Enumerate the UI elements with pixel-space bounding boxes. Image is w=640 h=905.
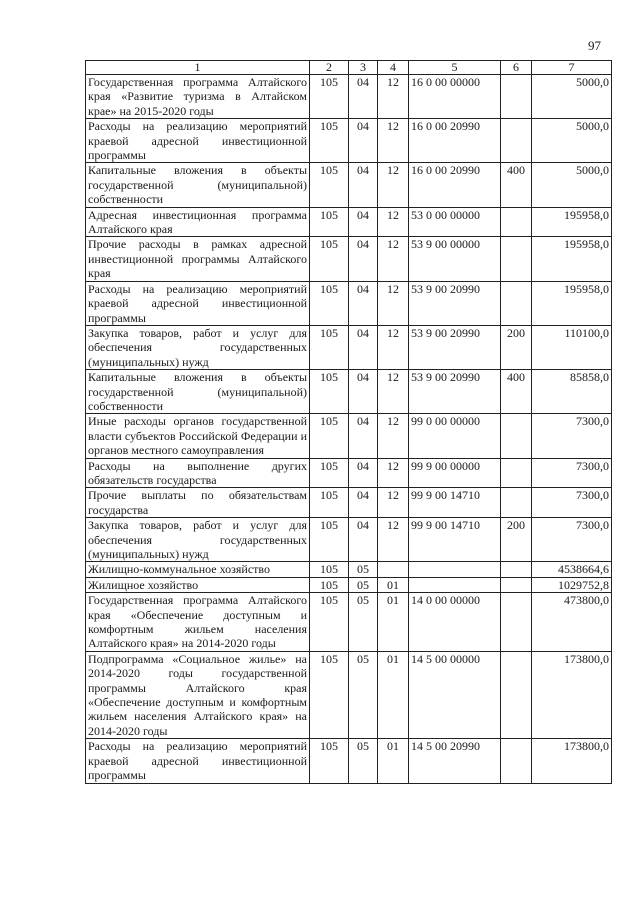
ministry-code-cell: 105 (310, 651, 349, 738)
target-article-cell: 99 9 00 14710 (409, 518, 501, 562)
subsection-code-cell: 12 (378, 281, 409, 325)
ministry-code-cell: 105 (310, 518, 349, 562)
section-code-cell: 04 (349, 458, 378, 488)
subsection-code-cell: 12 (378, 119, 409, 163)
expense-name-cell: Расходы на реализацию мероприятий краевой адресной инвестиционной программы (86, 739, 310, 783)
subsection-code-cell (378, 562, 409, 577)
amount-cell: 5000,0 (532, 163, 612, 207)
expense-type-cell (501, 207, 532, 237)
subsection-code-cell: 01 (378, 577, 409, 592)
table-row (86, 281, 612, 325)
section-code-cell: 04 (349, 370, 378, 414)
ministry-code-cell: 105 (310, 370, 349, 414)
header-row (86, 61, 612, 75)
target-article-cell: 16 0 00 20990 (409, 163, 501, 207)
budget-table (85, 60, 612, 784)
subsection-code-cell: 12 (378, 237, 409, 281)
expense-type-cell (501, 577, 532, 592)
ministry-code-cell: 105 (310, 593, 349, 652)
table-row (86, 518, 612, 562)
ministry-code-cell: 105 (310, 119, 349, 163)
subsection-code-cell: 12 (378, 370, 409, 414)
expense-type-cell (501, 458, 532, 488)
target-article-cell: 99 9 00 14710 (409, 488, 501, 518)
header-cell: 7 (532, 61, 612, 75)
expense-type-cell (501, 593, 532, 652)
expense-name-cell: Капитальные вложения в объекты государственной (муниципальной) собственности (86, 370, 310, 414)
target-article-cell: 53 0 00 00000 (409, 207, 501, 237)
ministry-code-cell: 105 (310, 739, 349, 783)
section-code-cell: 04 (349, 518, 378, 562)
table-row (86, 325, 612, 369)
ministry-code-cell: 105 (310, 414, 349, 458)
table-row (86, 75, 612, 119)
expense-name-cell: Государственная программа Алтайского края «Развитие туризма в Алтайском крае» на 2015-2020 годы (86, 75, 310, 119)
subsection-code-cell: 12 (378, 207, 409, 237)
section-code-cell: 04 (349, 207, 378, 237)
ministry-code-cell: 105 (310, 75, 349, 119)
table-row (86, 577, 612, 592)
subsection-code-cell: 01 (378, 739, 409, 783)
amount-cell: 110100,0 (532, 325, 612, 369)
table-row (86, 562, 612, 577)
table-row (86, 237, 612, 281)
section-code-cell: 04 (349, 414, 378, 458)
expense-name-cell: Адресная инвестиционная программа Алтайского края (86, 207, 310, 237)
expense-type-cell (501, 119, 532, 163)
amount-cell: 85858,0 (532, 370, 612, 414)
subsection-code-cell: 01 (378, 593, 409, 652)
section-code-cell: 04 (349, 163, 378, 207)
expense-type-cell (501, 281, 532, 325)
section-code-cell: 04 (349, 281, 378, 325)
ministry-code-cell: 105 (310, 562, 349, 577)
header-cell: 6 (501, 61, 532, 75)
expense-type-cell: 400 (501, 370, 532, 414)
subsection-code-cell: 12 (378, 325, 409, 369)
target-article-cell: 14 5 00 00000 (409, 651, 501, 738)
amount-cell: 5000,0 (532, 75, 612, 119)
target-article-cell: 53 9 00 20990 (409, 325, 501, 369)
amount-cell: 195958,0 (532, 237, 612, 281)
table-row (86, 119, 612, 163)
amount-cell: 5000,0 (532, 119, 612, 163)
expense-name-cell: Прочие выплаты по обязательствам государства (86, 488, 310, 518)
header-cell: 5 (409, 61, 501, 75)
amount-cell: 473800,0 (532, 593, 612, 652)
amount-cell: 1029752,8 (532, 577, 612, 592)
amount-cell: 173800,0 (532, 739, 612, 783)
amount-cell: 4538664,6 (532, 562, 612, 577)
ministry-code-cell: 105 (310, 577, 349, 592)
target-article-cell: 14 5 00 20990 (409, 739, 501, 783)
expense-type-cell: 400 (501, 163, 532, 207)
section-code-cell: 04 (349, 237, 378, 281)
expense-type-cell: 200 (501, 518, 532, 562)
expense-name-cell: Прочие расходы в рамках адресной инвестиционной программы Алтайского края (86, 237, 310, 281)
expense-type-cell (501, 651, 532, 738)
target-article-cell (409, 577, 501, 592)
ministry-code-cell: 105 (310, 325, 349, 369)
target-article-cell: 53 9 00 20990 (409, 370, 501, 414)
amount-cell: 7300,0 (532, 488, 612, 518)
target-article-cell: 99 0 00 00000 (409, 414, 501, 458)
expense-name-cell: Закупка товаров, работ и услуг для обеспечения государственных (муниципальных) нужд (86, 518, 310, 562)
section-code-cell: 04 (349, 488, 378, 518)
section-code-cell: 05 (349, 577, 378, 592)
ministry-code-cell: 105 (310, 163, 349, 207)
subsection-code-cell: 12 (378, 518, 409, 562)
ministry-code-cell: 105 (310, 458, 349, 488)
target-article-cell: 16 0 00 20990 (409, 119, 501, 163)
expense-name-cell: Государственная программа Алтайского края «Обеспечение доступным и комфортным жильем населения Алтайского края» на 2014-2020 годы (86, 593, 310, 652)
expense-name-cell: Расходы на реализацию мероприятий краевой адресной инвестиционной программы (86, 119, 310, 163)
table-row (86, 739, 612, 783)
ministry-code-cell: 105 (310, 207, 349, 237)
table-row (86, 488, 612, 518)
expense-name-cell: Расходы на реализацию мероприятий краевой адресной инвестиционной программы (86, 281, 310, 325)
table-row (86, 207, 612, 237)
section-code-cell: 05 (349, 651, 378, 738)
target-article-cell: 14 0 00 00000 (409, 593, 501, 652)
expense-type-cell (501, 488, 532, 518)
expense-name-cell: Капитальные вложения в объекты государственной (муниципальной) собственности (86, 163, 310, 207)
header-cell: 3 (349, 61, 378, 75)
section-code-cell: 05 (349, 739, 378, 783)
subsection-code-cell: 12 (378, 414, 409, 458)
table-row (86, 458, 612, 488)
ministry-code-cell: 105 (310, 488, 349, 518)
section-code-cell: 04 (349, 325, 378, 369)
header-cell: 1 (86, 61, 310, 75)
expense-name-cell: Закупка товаров, работ и услуг для обеспечения государственных (муниципальных) нужд (86, 325, 310, 369)
target-article-cell: 16 0 00 00000 (409, 75, 501, 119)
amount-cell: 195958,0 (532, 207, 612, 237)
header-cell: 4 (378, 61, 409, 75)
target-article-cell (409, 562, 501, 577)
table-row (86, 651, 612, 738)
table-row (86, 414, 612, 458)
page-number: 97 (588, 38, 601, 53)
expense-name-cell: Подпрограмма «Социальное жилье» на 2014-2020 годы государственной программы Алтайского края «Обеспечение доступным и комфортным жильем населения Алтайского края» на 2014-2020 годы (86, 651, 310, 738)
expense-type-cell (501, 414, 532, 458)
expense-type-cell (501, 237, 532, 281)
expense-name-cell: Расходы на выполнение других обязательств государства (86, 458, 310, 488)
section-code-cell: 05 (349, 593, 378, 652)
table-row (86, 163, 612, 207)
ministry-code-cell: 105 (310, 237, 349, 281)
expense-name-cell: Жилищно-коммунальное хозяйство (86, 562, 310, 577)
table-row (86, 370, 612, 414)
ministry-code-cell: 105 (310, 281, 349, 325)
subsection-code-cell: 01 (378, 651, 409, 738)
amount-cell: 173800,0 (532, 651, 612, 738)
expense-name-cell: Иные расходы органов государственной власти субъектов Российской Федерации и органов местного самоуправления (86, 414, 310, 458)
subsection-code-cell: 12 (378, 163, 409, 207)
section-code-cell: 04 (349, 75, 378, 119)
target-article-cell: 53 9 00 20990 (409, 281, 501, 325)
amount-cell: 7300,0 (532, 518, 612, 562)
amount-cell: 195958,0 (532, 281, 612, 325)
subsection-code-cell: 12 (378, 458, 409, 488)
target-article-cell: 53 9 00 00000 (409, 237, 501, 281)
section-code-cell: 05 (349, 562, 378, 577)
expense-type-cell (501, 739, 532, 783)
table-body (86, 61, 612, 784)
target-article-cell: 99 9 00 00000 (409, 458, 501, 488)
table-row (86, 593, 612, 652)
amount-cell: 7300,0 (532, 414, 612, 458)
expense-type-cell (501, 562, 532, 577)
expense-type-cell (501, 75, 532, 119)
section-code-cell: 04 (349, 119, 378, 163)
expense-type-cell: 200 (501, 325, 532, 369)
expense-name-cell: Жилищное хозяйство (86, 577, 310, 592)
subsection-code-cell: 12 (378, 488, 409, 518)
subsection-code-cell: 12 (378, 75, 409, 119)
amount-cell: 7300,0 (532, 458, 612, 488)
header-cell: 2 (310, 61, 349, 75)
